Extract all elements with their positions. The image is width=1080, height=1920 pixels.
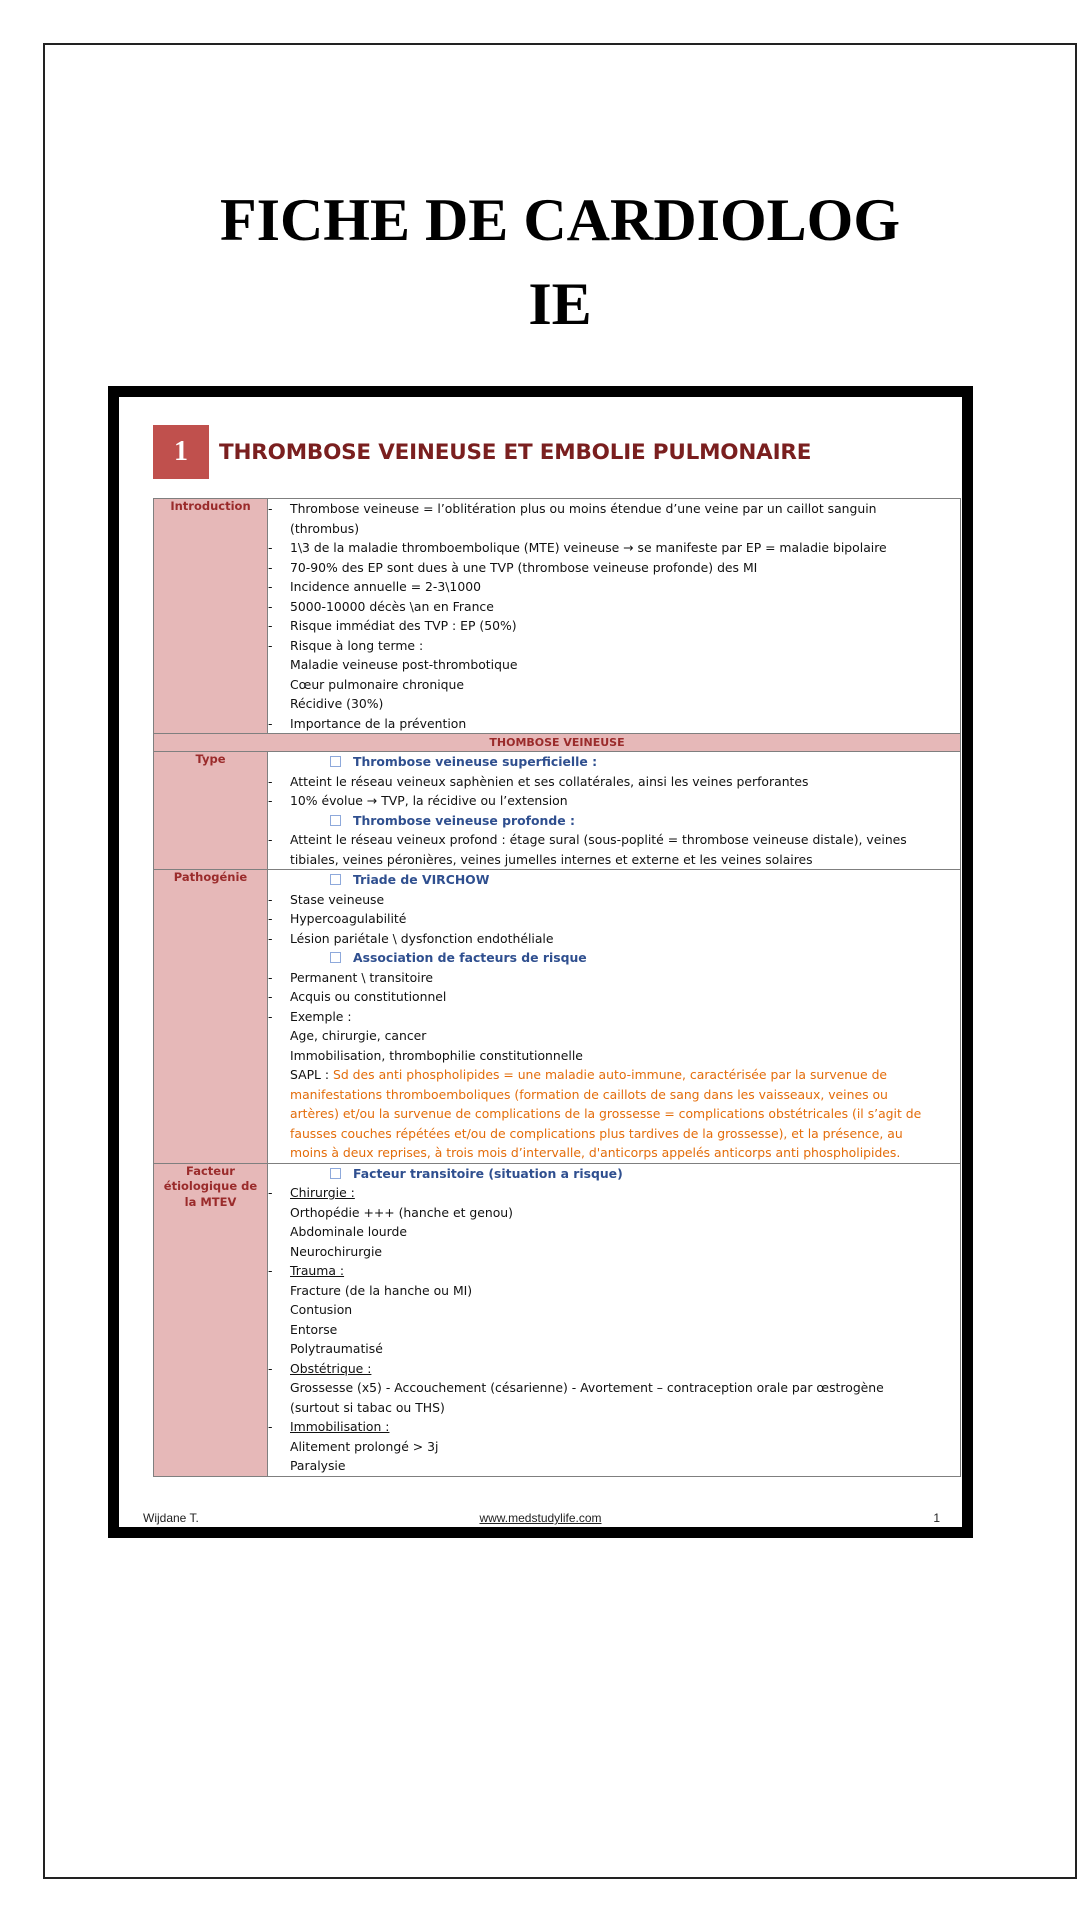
list-item: - Stase veineuse [268,890,960,910]
chapter-number: 1 [153,425,209,479]
subheading [268,752,960,772]
list-item: Polytraumatisé [290,1341,383,1356]
subheading [268,948,960,968]
list-item: - Permanent \ transitoire [268,968,960,988]
list-item: - Atteint le réseau veineux profond : étage sural (sous-poplité = thrombose veineuse distale), veines [268,830,960,850]
list-item [268,1417,960,1437]
title-line-2: IE [528,271,592,337]
checkbox-bullet-icon [330,1168,341,1179]
list-item: Abdominale lourde [290,1224,407,1239]
list-item: Age, chirurgie, cancer [290,1028,427,1043]
list-item: artères) et/ou la survenue de complications de la grossesse = complications obstétricales (il s’agit de [290,1106,922,1121]
row-content-type [268,752,961,870]
category-heading: Chirurgie : [290,1185,355,1200]
row-label-introduction: Introduction [154,499,268,734]
subheading-text: Thrombose veineuse profonde : [353,812,575,828]
list-item: Contusion [290,1302,353,1317]
list-item: Entorse [290,1321,338,1337]
list-item: Grossesse (x5) - Accouchement (césarienne) - Avortement – contraception orale par œstrogène [290,1380,884,1395]
list-item: moins à deux reprises, à trois mois d’intervalle, d'anticorps appelés anticorps anti phospholipides. [290,1145,901,1160]
row-content-pathogenie [268,870,961,1164]
table-row-type [154,752,961,870]
list-item: - Lésion pariétale \ dysfonction endothéliale [268,929,960,949]
footer-author: Wijdane T. [143,1511,199,1525]
list-item: - Exemple : [268,1007,960,1027]
table-row-pathogenie [154,870,961,1164]
sapl-label: SAPL : [290,1067,330,1082]
list-item: Maladie veineuse post-thrombotique [290,657,518,672]
table-row-facteur [154,1163,961,1476]
list-item: Paralysie [290,1458,346,1473]
list-item: - 10% évolue → TVP, la récidive ou l’extension [268,791,960,811]
row-content-facteur [268,1163,961,1476]
checkbox-bullet-icon [330,756,341,767]
list-item [268,1261,960,1281]
checkbox-bullet-icon [330,815,341,826]
course-table [153,498,961,1477]
list-item: Cœur pulmonaire chronique [290,676,465,692]
list-item: Fracture (de la hanche ou MI) [290,1282,473,1298]
list-item: - Atteint le réseau veineux saphènien et ses collatérales, ainsi les veines perforantes [268,772,960,792]
list-item: - Hypercoagulabilité [268,909,960,929]
embedded-page [119,397,962,1527]
chapter-title: THROMBOSE VEINEUSE ET EMBOLIE PULMONAIRE [219,439,812,465]
list-item: - 5000-10000 décès \an en France [268,597,960,617]
list-item: - Acquis ou constitutionnel [268,987,960,1007]
sapl-line [268,1065,960,1085]
list-item: (surtout si tabac ou THS) [290,1399,445,1415]
subheading-text: Triade de VIRCHOW [353,872,490,887]
list-item [268,1183,960,1203]
chapter-header [153,425,811,479]
row-label-facteur [154,1163,268,1476]
subheading [268,1164,960,1184]
embedded-page-frame [108,386,973,1538]
label-line: la MTEV [184,1194,237,1209]
table-row-section-band [154,734,961,752]
section-heading: THOMBOSE VEINEUSE [154,734,961,752]
subheading-text: Facteur transitoire (situation a risque) [353,1165,623,1181]
footer-link[interactable]: www.medstudylife.com [479,1511,602,1525]
list-item: - Importance de la prévention [268,714,960,734]
label-line: étiologique de [163,1179,258,1193]
list-item: tibiales, veines péronières, veines jumelles internes et externe et les veines solaires [290,851,813,867]
subheading-text: Association de facteurs de risque [353,950,587,965]
page-number: 1 [933,1511,940,1525]
subheading [268,811,960,831]
list-item: - Thrombose veineuse = l’oblitération plus ou moins étendue d’une veine par un caillot sanguin [268,499,960,519]
table-row-introduction [154,499,961,734]
list-item: Neurochirurgie [290,1243,383,1259]
list-item: - 70-90% des EP sont dues à une TVP (thrombose veineuse profonde) des MI [268,558,960,578]
list-item: Orthopédie +++ (hanche et genou) [290,1204,513,1220]
label-line: Facteur [186,1163,235,1178]
subheading-text: Thrombose veineuse superficielle : [353,754,598,769]
checkbox-bullet-icon [330,874,341,885]
category-heading: Obstétrique : [290,1360,372,1376]
document-title [43,178,1077,346]
row-content-introduction [268,499,961,734]
category-heading: Trauma : [290,1263,345,1278]
list-item: Alitement prolongé > 3j [290,1438,439,1454]
list-item: fausses couches répétées et/ou de complications plus tardives de la grossesse), et la présence, au [290,1125,903,1141]
row-label-pathogenie: Pathogénie [154,870,268,1164]
list-item: - Risque immédiat des TVP : EP (50%) [268,616,960,636]
list-item: - 1\3 de la maladie thromboembolique (MTE) veineuse → se manifeste par EP = maladie bipolaire [268,538,960,558]
list-item: manifestations thromboemboliques (formation de caillots de sang dans les vaisseaux, veines ou [290,1086,888,1102]
title-line-1: FICHE DE CARDIOLOG [219,187,901,253]
sapl-text: Sd des anti phospholipides = une maladie auto-immune, caractérisée par la survenue de [333,1067,888,1082]
list-item [268,1359,960,1379]
list-item: - Risque à long terme : [268,636,960,656]
row-label-type: Type [154,752,268,870]
list-item: Immobilisation, thrombophilie constitutionnelle [290,1047,583,1063]
category-heading: Immobilisation : [290,1419,390,1434]
subheading [268,870,960,890]
list-item: (thrombus) [290,520,360,536]
list-item: - Incidence annuelle = 2-3\1000 [268,577,960,597]
checkbox-bullet-icon [330,952,341,963]
list-item: Récidive (30%) [290,696,384,711]
